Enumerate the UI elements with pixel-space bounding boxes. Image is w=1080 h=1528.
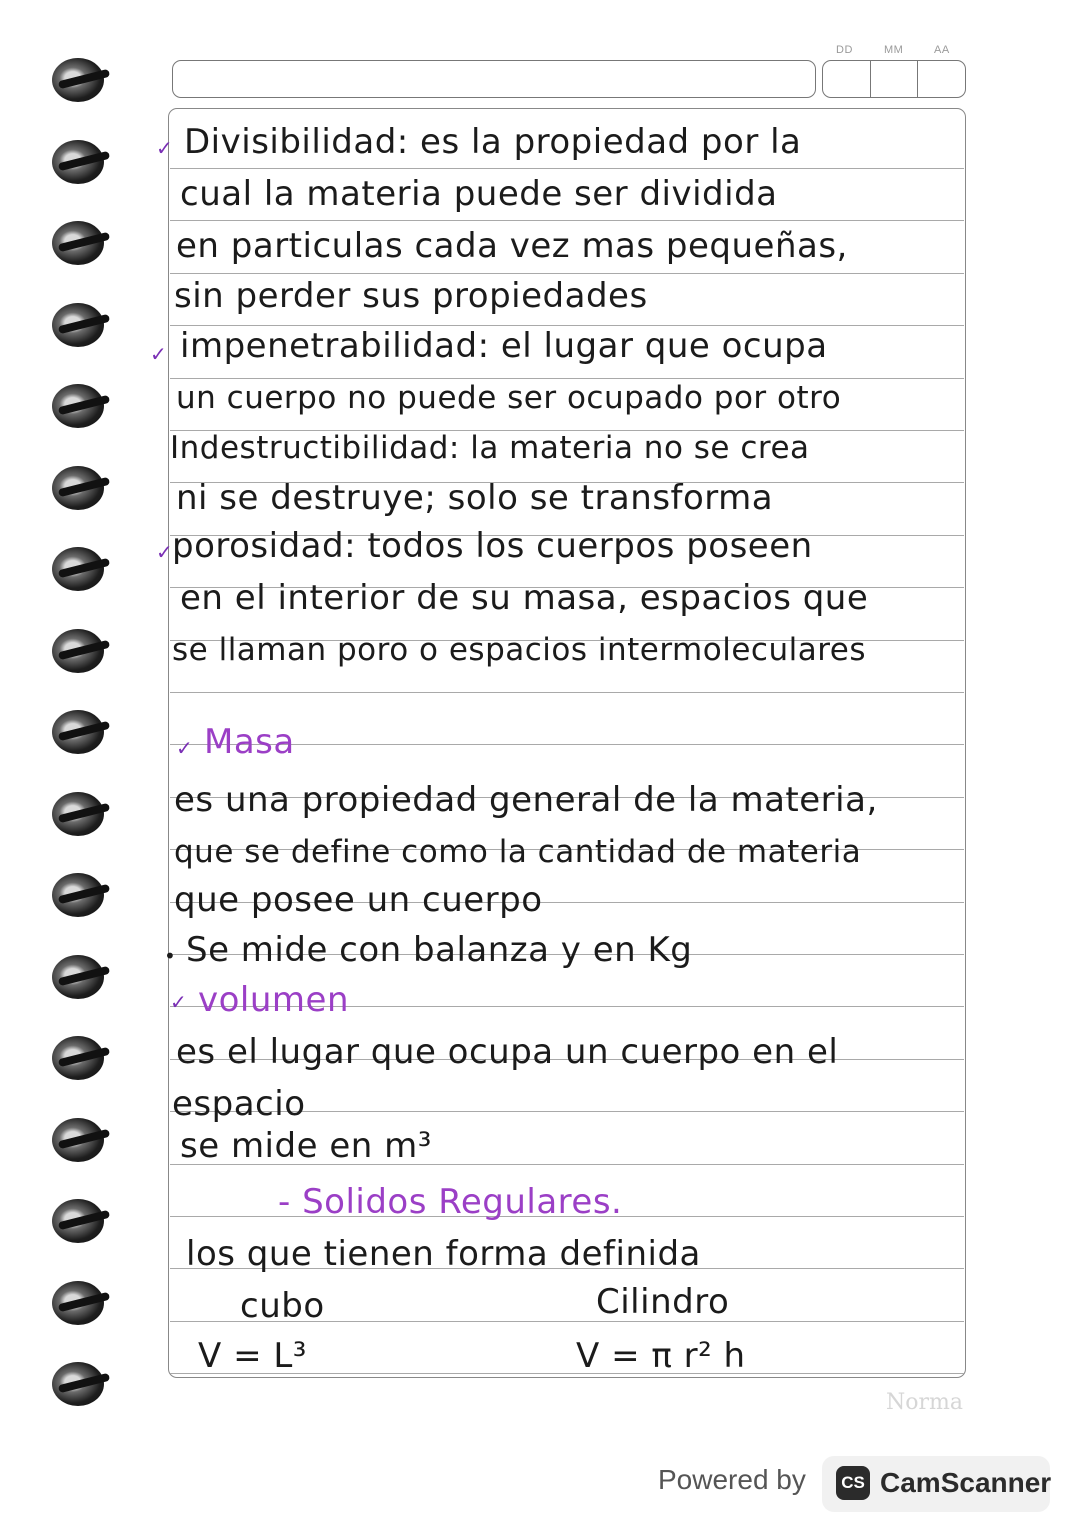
spiral-ring	[52, 873, 104, 917]
spiral-ring	[52, 140, 104, 184]
date-boxes	[822, 60, 966, 98]
powered-by-text: Powered by	[658, 1464, 806, 1495]
spiral-ring	[52, 955, 104, 999]
spiral-ring	[52, 221, 104, 265]
note-line: un cuerpo no puede ser ocupado por otro	[176, 380, 842, 416]
date-label-day: DD	[836, 44, 853, 56]
date-box-month	[871, 61, 919, 97]
note-line: ni se destruye; solo se transforma	[176, 478, 774, 518]
brand-watermark: Norma	[886, 1390, 963, 1415]
camscanner-brand: CamScanner	[880, 1467, 1052, 1498]
date-box-year	[918, 61, 965, 97]
note-line: que se define como la cantidad de materia	[174, 834, 862, 870]
check-mark: ✓	[156, 540, 173, 564]
spiral-ring	[52, 1118, 104, 1162]
note-line: se mide en m³	[180, 1126, 432, 1166]
ruled-line	[170, 220, 964, 221]
heading-solidos-regulares: - Solidos Regulares.	[278, 1182, 623, 1222]
note-line: que posee un cuerpo	[174, 880, 543, 920]
note-line: sin perder sus propiedades	[174, 276, 648, 316]
check-mark: ✓	[170, 990, 187, 1014]
note-line: es una propiedad general de la materia,	[174, 780, 878, 820]
spiral-ring	[52, 792, 104, 836]
note-line: Divisibilidad: es la propiedad por la	[184, 122, 802, 162]
spiral-binding	[52, 58, 114, 1408]
heading-volumen: volumen	[198, 980, 350, 1020]
spiral-ring	[52, 1199, 104, 1243]
heading-masa: Masa	[204, 722, 295, 762]
note-line: se llaman poro o espacios intermoleculares	[172, 632, 866, 668]
cilindro-label: Cilindro	[596, 1282, 730, 1322]
ruled-line	[170, 692, 964, 693]
spiral-ring	[52, 1362, 104, 1406]
note-line: en particulas cada vez mas pequeñas,	[176, 226, 848, 266]
note-line: en el interior de su masa, espacios que	[180, 578, 869, 618]
camscanner-badge	[822, 1456, 1050, 1512]
date-labels	[832, 44, 972, 58]
spiral-ring	[52, 58, 104, 102]
note-line: porosidad: todos los cuerpos poseen	[172, 526, 813, 566]
spiral-ring	[52, 547, 104, 591]
cubo-formula: V = L³	[198, 1336, 307, 1376]
note-line: los que tienen forma definida	[186, 1234, 701, 1274]
title-box	[172, 60, 816, 98]
note-line: cual la materia puede ser dividida	[180, 174, 778, 214]
spiral-ring	[52, 466, 104, 510]
note-line: es el lugar que ocupa un cuerpo en el	[176, 1032, 839, 1072]
check-mark: ✓	[156, 136, 173, 160]
spiral-ring	[52, 303, 104, 347]
spiral-ring	[52, 629, 104, 673]
spiral-ring	[52, 710, 104, 754]
cilindro-formula: V = π r² h	[576, 1336, 746, 1376]
date-label-month: MM	[884, 44, 904, 56]
note-line: espacio	[172, 1084, 306, 1124]
ruled-line	[170, 273, 964, 274]
note-line: Indestructibilidad: la materia no se crea	[170, 430, 810, 466]
ruled-line	[170, 168, 964, 169]
note-line: impenetrabilidad: el lugar que ocupa	[180, 326, 828, 366]
check-mark: ✓	[150, 342, 167, 366]
bullet-dot: •	[164, 944, 176, 968]
spiral-ring	[52, 384, 104, 428]
date-label-year: AA	[934, 44, 950, 56]
cubo-label: cubo	[240, 1286, 325, 1326]
note-line: Se mide con balanza y en Kg	[186, 930, 693, 970]
spiral-ring	[52, 1036, 104, 1080]
date-box-day	[823, 61, 871, 97]
spiral-ring	[52, 1281, 104, 1325]
camscanner-logo-icon: CS	[836, 1466, 870, 1500]
check-mark: ✓	[176, 736, 193, 760]
